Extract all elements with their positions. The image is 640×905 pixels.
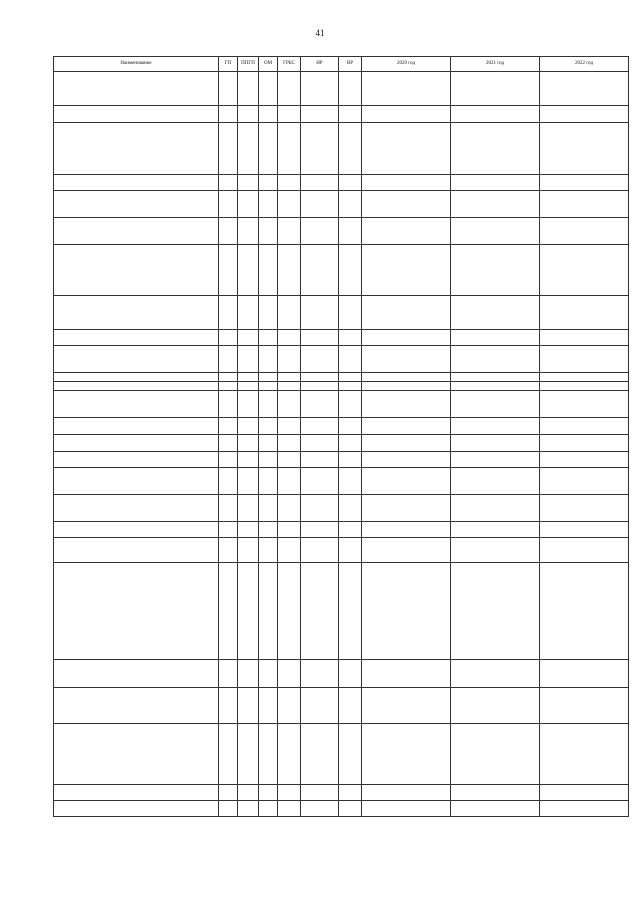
- row-cell-name: [54, 538, 219, 563]
- row-cell-y2021: [451, 123, 540, 175]
- row-cell-gp: [219, 191, 238, 218]
- row-cell-vr: [339, 175, 362, 191]
- row-cell-y2021: [451, 418, 540, 435]
- row-cell-name: [54, 72, 219, 106]
- table-row: [54, 373, 629, 382]
- table-row: [54, 245, 629, 296]
- row-cell-ppgp: [238, 801, 259, 817]
- row-cell-nr: [301, 688, 339, 724]
- row-cell-y2020: [362, 724, 451, 785]
- row-cell-y2022: [540, 452, 629, 468]
- row-cell-grbs: [278, 495, 301, 522]
- row-cell-name: [54, 296, 219, 330]
- row-cell-y2021: [451, 801, 540, 817]
- row-cell-om: [259, 452, 278, 468]
- row-cell-vr: [339, 688, 362, 724]
- row-cell-y2022: [540, 296, 629, 330]
- row-cell-y2020: [362, 538, 451, 563]
- row-cell-om: [259, 495, 278, 522]
- row-cell-nr: [301, 391, 339, 418]
- row-cell-y2022: [540, 373, 629, 382]
- row-cell-nr: [301, 801, 339, 817]
- row-cell-gp: [219, 382, 238, 391]
- row-cell-y2022: [540, 175, 629, 191]
- row-cell-gp: [219, 245, 238, 296]
- row-cell-y2020: [362, 435, 451, 452]
- row-cell-nr: [301, 218, 339, 245]
- row-cell-vr: [339, 522, 362, 538]
- row-cell-y2020: [362, 801, 451, 817]
- row-cell-name: [54, 391, 219, 418]
- row-cell-om: [259, 538, 278, 563]
- row-cell-nr: [301, 346, 339, 373]
- row-cell-om: [259, 418, 278, 435]
- row-cell-gp: [219, 72, 238, 106]
- column-header: НР: [301, 57, 339, 72]
- row-cell-y2021: [451, 538, 540, 563]
- row-cell-y2021: [451, 522, 540, 538]
- row-cell-gp: [219, 468, 238, 495]
- row-cell-name: [54, 106, 219, 123]
- row-cell-nr: [301, 660, 339, 688]
- row-cell-nr: [301, 191, 339, 218]
- row-cell-nr: [301, 175, 339, 191]
- column-header: ППГП: [238, 57, 259, 72]
- row-cell-y2021: [451, 245, 540, 296]
- row-cell-name: [54, 123, 219, 175]
- row-cell-om: [259, 346, 278, 373]
- row-cell-name: [54, 346, 219, 373]
- row-cell-ppgp: [238, 660, 259, 688]
- table-row: [54, 724, 629, 785]
- row-cell-om: [259, 468, 278, 495]
- row-cell-gp: [219, 330, 238, 346]
- row-cell-om: [259, 191, 278, 218]
- row-cell-y2020: [362, 382, 451, 391]
- row-cell-gp: [219, 522, 238, 538]
- row-cell-name: [54, 785, 219, 801]
- row-cell-ppgp: [238, 373, 259, 382]
- row-cell-vr: [339, 391, 362, 418]
- row-cell-ppgp: [238, 346, 259, 373]
- row-cell-om: [259, 724, 278, 785]
- row-cell-name: [54, 373, 219, 382]
- row-cell-om: [259, 660, 278, 688]
- table-row: [54, 72, 629, 106]
- table-row: [54, 688, 629, 724]
- row-cell-ppgp: [238, 418, 259, 435]
- row-cell-y2020: [362, 418, 451, 435]
- table-row: [54, 452, 629, 468]
- table-row: [54, 538, 629, 563]
- row-cell-y2020: [362, 373, 451, 382]
- row-cell-grbs: [278, 688, 301, 724]
- row-cell-y2021: [451, 346, 540, 373]
- row-cell-ppgp: [238, 191, 259, 218]
- row-cell-grbs: [278, 330, 301, 346]
- row-cell-y2022: [540, 382, 629, 391]
- row-cell-ppgp: [238, 495, 259, 522]
- row-cell-y2021: [451, 435, 540, 452]
- row-cell-nr: [301, 330, 339, 346]
- row-cell-ppgp: [238, 688, 259, 724]
- row-cell-ppgp: [238, 382, 259, 391]
- row-cell-y2021: [451, 296, 540, 330]
- row-cell-ppgp: [238, 175, 259, 191]
- row-cell-grbs: [278, 468, 301, 495]
- row-cell-y2021: [451, 382, 540, 391]
- row-cell-gp: [219, 688, 238, 724]
- row-cell-name: [54, 660, 219, 688]
- row-cell-y2021: [451, 175, 540, 191]
- table-row: [54, 391, 629, 418]
- row-cell-gp: [219, 435, 238, 452]
- row-cell-gp: [219, 538, 238, 563]
- table-row: [54, 522, 629, 538]
- row-cell-vr: [339, 373, 362, 382]
- table-row: [54, 382, 629, 391]
- row-cell-gp: [219, 563, 238, 660]
- row-cell-y2022: [540, 245, 629, 296]
- table-row: [54, 175, 629, 191]
- column-header: ВР: [339, 57, 362, 72]
- row-cell-y2021: [451, 688, 540, 724]
- row-cell-name: [54, 801, 219, 817]
- row-cell-vr: [339, 418, 362, 435]
- row-cell-y2022: [540, 72, 629, 106]
- row-cell-ppgp: [238, 123, 259, 175]
- row-cell-grbs: [278, 346, 301, 373]
- table-row: [54, 106, 629, 123]
- row-cell-y2020: [362, 123, 451, 175]
- row-cell-name: [54, 688, 219, 724]
- row-cell-om: [259, 563, 278, 660]
- row-cell-vr: [339, 296, 362, 330]
- row-cell-y2021: [451, 330, 540, 346]
- row-cell-grbs: [278, 801, 301, 817]
- row-cell-om: [259, 218, 278, 245]
- row-cell-nr: [301, 538, 339, 563]
- row-cell-y2022: [540, 468, 629, 495]
- column-header: ОМ: [259, 57, 278, 72]
- row-cell-vr: [339, 563, 362, 660]
- row-cell-name: [54, 382, 219, 391]
- column-header: ГП: [219, 57, 238, 72]
- row-cell-grbs: [278, 391, 301, 418]
- row-cell-grbs: [278, 522, 301, 538]
- table-row: [54, 218, 629, 245]
- row-cell-gp: [219, 106, 238, 123]
- table-row: [54, 801, 629, 817]
- row-cell-nr: [301, 245, 339, 296]
- row-cell-nr: [301, 296, 339, 330]
- row-cell-gp: [219, 452, 238, 468]
- row-cell-y2020: [362, 72, 451, 106]
- row-cell-vr: [339, 191, 362, 218]
- row-cell-y2020: [362, 296, 451, 330]
- row-cell-name: [54, 468, 219, 495]
- row-cell-ppgp: [238, 452, 259, 468]
- row-cell-ppgp: [238, 218, 259, 245]
- row-cell-y2022: [540, 538, 629, 563]
- row-cell-vr: [339, 495, 362, 522]
- row-cell-name: [54, 218, 219, 245]
- table-row: [54, 495, 629, 522]
- row-cell-om: [259, 785, 278, 801]
- row-cell-name: [54, 330, 219, 346]
- column-header: Наименование: [54, 57, 219, 72]
- row-cell-gp: [219, 495, 238, 522]
- row-cell-y2022: [540, 106, 629, 123]
- row-cell-y2021: [451, 785, 540, 801]
- table-row: [54, 435, 629, 452]
- row-cell-gp: [219, 801, 238, 817]
- row-cell-name: [54, 175, 219, 191]
- row-cell-gp: [219, 175, 238, 191]
- row-cell-y2021: [451, 495, 540, 522]
- row-cell-y2021: [451, 563, 540, 660]
- row-cell-grbs: [278, 175, 301, 191]
- row-cell-om: [259, 373, 278, 382]
- row-cell-ppgp: [238, 106, 259, 123]
- row-cell-grbs: [278, 106, 301, 123]
- row-cell-om: [259, 296, 278, 330]
- row-cell-gp: [219, 373, 238, 382]
- row-cell-om: [259, 688, 278, 724]
- row-cell-om: [259, 382, 278, 391]
- row-cell-gp: [219, 418, 238, 435]
- row-cell-vr: [339, 123, 362, 175]
- row-cell-ppgp: [238, 296, 259, 330]
- table-row: [54, 785, 629, 801]
- row-cell-y2020: [362, 245, 451, 296]
- row-cell-y2020: [362, 522, 451, 538]
- row-cell-grbs: [278, 382, 301, 391]
- row-cell-nr: [301, 418, 339, 435]
- row-cell-name: [54, 245, 219, 296]
- row-cell-y2022: [540, 785, 629, 801]
- row-cell-y2022: [540, 801, 629, 817]
- row-cell-om: [259, 391, 278, 418]
- row-cell-y2022: [540, 418, 629, 435]
- row-cell-grbs: [278, 418, 301, 435]
- row-cell-vr: [339, 660, 362, 688]
- row-cell-y2021: [451, 660, 540, 688]
- row-cell-grbs: [278, 218, 301, 245]
- row-cell-name: [54, 563, 219, 660]
- row-cell-y2020: [362, 785, 451, 801]
- row-cell-y2020: [362, 330, 451, 346]
- column-header: 2022 год: [540, 57, 629, 72]
- row-cell-y2022: [540, 495, 629, 522]
- row-cell-om: [259, 123, 278, 175]
- row-cell-ppgp: [238, 522, 259, 538]
- row-cell-vr: [339, 435, 362, 452]
- row-cell-ppgp: [238, 391, 259, 418]
- row-cell-y2022: [540, 330, 629, 346]
- row-cell-vr: [339, 785, 362, 801]
- row-cell-nr: [301, 785, 339, 801]
- row-cell-gp: [219, 785, 238, 801]
- row-cell-y2020: [362, 391, 451, 418]
- table-row: [54, 330, 629, 346]
- page-number: 41: [315, 28, 325, 38]
- row-cell-y2022: [540, 660, 629, 688]
- row-cell-y2020: [362, 468, 451, 495]
- row-cell-vr: [339, 72, 362, 106]
- row-cell-nr: [301, 468, 339, 495]
- budget-table: [53, 56, 629, 817]
- row-cell-y2022: [540, 724, 629, 785]
- row-cell-nr: [301, 563, 339, 660]
- row-cell-name: [54, 418, 219, 435]
- row-cell-y2021: [451, 191, 540, 218]
- row-cell-nr: [301, 435, 339, 452]
- row-cell-y2020: [362, 175, 451, 191]
- row-cell-om: [259, 522, 278, 538]
- table-row: [54, 296, 629, 330]
- row-cell-gp: [219, 724, 238, 785]
- row-cell-y2021: [451, 218, 540, 245]
- row-cell-nr: [301, 452, 339, 468]
- row-cell-vr: [339, 346, 362, 373]
- row-cell-vr: [339, 801, 362, 817]
- table-row: [54, 468, 629, 495]
- column-header: 2020 год: [362, 57, 451, 72]
- row-cell-gp: [219, 296, 238, 330]
- row-cell-y2022: [540, 218, 629, 245]
- row-cell-ppgp: [238, 785, 259, 801]
- row-cell-grbs: [278, 123, 301, 175]
- row-cell-om: [259, 72, 278, 106]
- row-cell-ppgp: [238, 245, 259, 296]
- row-cell-grbs: [278, 724, 301, 785]
- row-cell-y2022: [540, 563, 629, 660]
- row-cell-ppgp: [238, 563, 259, 660]
- row-cell-grbs: [278, 435, 301, 452]
- row-cell-ppgp: [238, 330, 259, 346]
- table-row: [54, 123, 629, 175]
- row-cell-nr: [301, 382, 339, 391]
- row-cell-y2021: [451, 72, 540, 106]
- row-cell-nr: [301, 123, 339, 175]
- row-cell-y2022: [540, 123, 629, 175]
- row-cell-nr: [301, 373, 339, 382]
- row-cell-y2022: [540, 191, 629, 218]
- row-cell-ppgp: [238, 435, 259, 452]
- column-header: 2021 год: [451, 57, 540, 72]
- column-header: ГРБС: [278, 57, 301, 72]
- row-cell-gp: [219, 660, 238, 688]
- row-cell-nr: [301, 724, 339, 785]
- row-cell-y2022: [540, 522, 629, 538]
- row-cell-vr: [339, 452, 362, 468]
- row-cell-om: [259, 435, 278, 452]
- row-cell-om: [259, 245, 278, 296]
- row-cell-y2022: [540, 391, 629, 418]
- row-cell-nr: [301, 72, 339, 106]
- row-cell-y2020: [362, 452, 451, 468]
- row-cell-vr: [339, 724, 362, 785]
- row-cell-y2020: [362, 688, 451, 724]
- row-cell-grbs: [278, 245, 301, 296]
- row-cell-vr: [339, 538, 362, 563]
- row-cell-om: [259, 175, 278, 191]
- row-cell-nr: [301, 495, 339, 522]
- row-cell-gp: [219, 391, 238, 418]
- row-cell-y2022: [540, 688, 629, 724]
- row-cell-y2021: [451, 468, 540, 495]
- row-cell-vr: [339, 106, 362, 123]
- row-cell-ppgp: [238, 72, 259, 106]
- row-cell-ppgp: [238, 538, 259, 563]
- row-cell-y2022: [540, 435, 629, 452]
- row-cell-y2020: [362, 495, 451, 522]
- row-cell-nr: [301, 522, 339, 538]
- row-cell-grbs: [278, 785, 301, 801]
- row-cell-vr: [339, 218, 362, 245]
- row-cell-grbs: [278, 563, 301, 660]
- row-cell-name: [54, 495, 219, 522]
- row-cell-name: [54, 522, 219, 538]
- row-cell-ppgp: [238, 468, 259, 495]
- row-cell-name: [54, 435, 219, 452]
- row-cell-gp: [219, 346, 238, 373]
- table-row: [54, 418, 629, 435]
- row-cell-vr: [339, 468, 362, 495]
- row-cell-om: [259, 330, 278, 346]
- table-header-row: [54, 57, 629, 72]
- row-cell-y2022: [540, 346, 629, 373]
- row-cell-name: [54, 724, 219, 785]
- row-cell-grbs: [278, 538, 301, 563]
- row-cell-grbs: [278, 452, 301, 468]
- row-cell-y2021: [451, 391, 540, 418]
- row-cell-y2020: [362, 218, 451, 245]
- row-cell-nr: [301, 106, 339, 123]
- row-cell-y2020: [362, 191, 451, 218]
- row-cell-vr: [339, 330, 362, 346]
- row-cell-vr: [339, 245, 362, 296]
- row-cell-y2020: [362, 563, 451, 660]
- row-cell-gp: [219, 123, 238, 175]
- table-row: [54, 191, 629, 218]
- row-cell-om: [259, 801, 278, 817]
- row-cell-y2020: [362, 660, 451, 688]
- row-cell-y2020: [362, 346, 451, 373]
- row-cell-y2021: [451, 106, 540, 123]
- row-cell-grbs: [278, 72, 301, 106]
- row-cell-om: [259, 106, 278, 123]
- table-row: [54, 346, 629, 373]
- table-row: [54, 563, 629, 660]
- row-cell-vr: [339, 382, 362, 391]
- row-cell-grbs: [278, 191, 301, 218]
- row-cell-y2021: [451, 373, 540, 382]
- row-cell-grbs: [278, 373, 301, 382]
- row-cell-ppgp: [238, 724, 259, 785]
- row-cell-grbs: [278, 296, 301, 330]
- row-cell-y2021: [451, 452, 540, 468]
- row-cell-name: [54, 452, 219, 468]
- row-cell-grbs: [278, 660, 301, 688]
- row-cell-y2021: [451, 724, 540, 785]
- table-row: [54, 660, 629, 688]
- row-cell-y2020: [362, 106, 451, 123]
- row-cell-gp: [219, 218, 238, 245]
- row-cell-name: [54, 191, 219, 218]
